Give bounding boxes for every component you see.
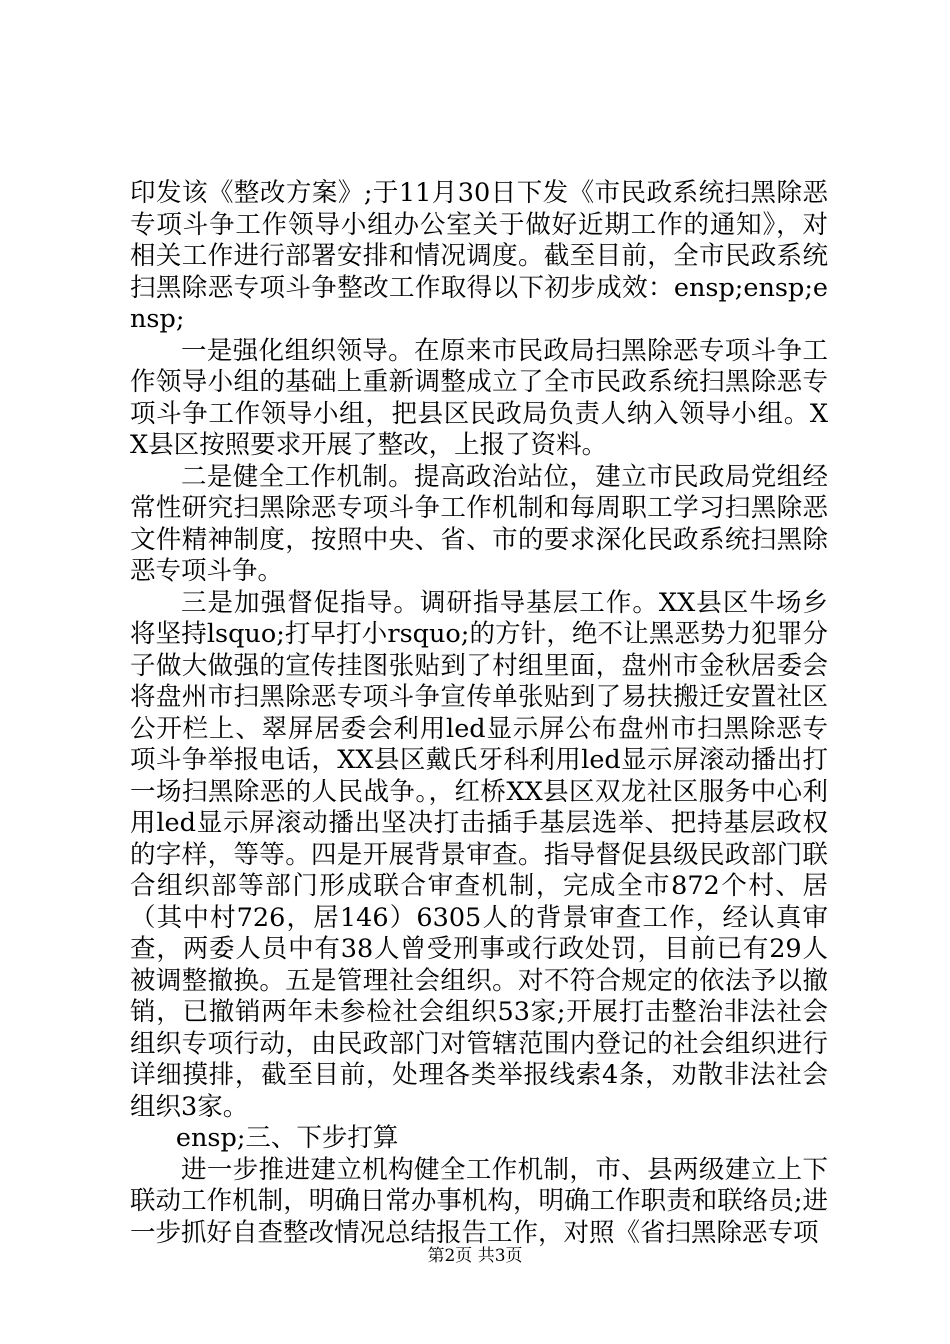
paragraph-next-steps: 进一步推进建立机构健全工作机制，市、县两级建立上下联动工作机制，明确日常办事机构，明确工作职责和联络员;进一步抓好自查整改情况总结报告工作，对照《省扫黑除恶专项 — [130, 1154, 828, 1248]
section-heading-next-steps: ensp;三、下步打算 — [175, 1123, 399, 1153]
paragraph-intro: 印发该《整改方案》;于11月30日下发《市民政系统扫黑除恶专项斗争工作领导小组办公室关于做好近期工作的通知》，对相关工作进行部署安排和情况调度。截至目前，全市民政系统扫黑除恶专项斗争整改工作取得以下初步成效：ensp;ensp;ensp; — [130, 178, 828, 334]
paragraph-point-one: 一是强化组织领导。在原来市民政局扫黑除恶专项斗争工作领导小组的基础上重新调整成立了全市民政系统扫黑除恶专项斗争工作领导小组，把县区民政局负责人纳入领导小组。XX县区按照要求开展了整改，上报了资料。 — [130, 335, 828, 460]
paragraph-point-three: 三是加强督促指导。调研指导基层工作。XX县区牛场乡将坚持lsquo;打早打小rsquo;的方针，绝不让黑恶势力犯罪分子做大做强的宣传挂图张贴到了村组里面，盘州市金秋居委会将盘州市扫黑除恶专项斗争宣传单张贴到了易扶搬迁安置社区公开栏上、翠屏居委会利用led显示屏公布盘州市扫黑除恶专项斗争举报电话，XX县区戴氏牙科利用led显示屏滚动播出打一场扫黑除恶的人民战争。，红桥XX县区双龙社区服务中心利用led显示屏滚动播出坚决打击插手基层选举、把持基层政权的字样，等等。四是开展背景审查。指导督促县级民政部门联合组织部等部门形成联合审查机制，完成全市872个村、居（其中村726，居146）6305人的背景审查工作，经认真审查，两委人员中有38人曾受刑事或行政处罚，目前已有29人被调整撤换。五是管理社会组织。对不符合规定的依法予以撤销，已撤销两年未参检社会组织53家;开展打击整治非法社会组织专项行动，由民政部门对管辖范围内登记的社会组织进行详细摸排，截至目前，处理各类举报线索4条，劝散非法社会组织3家。 — [130, 587, 828, 1122]
page-number-footer: 第2页 共3页 — [427, 1246, 523, 1266]
paragraph-point-two: 二是健全工作机制。提高政治站位，建立市民政局党组经常性研究扫黑除恶专项斗争工作机制和每周职工学习扫黑除恶文件精神制度，按照中央、省、市的要求深化民政系统扫黑除恶专项斗争。 — [130, 461, 828, 586]
document-body — [130, 178, 828, 1249]
